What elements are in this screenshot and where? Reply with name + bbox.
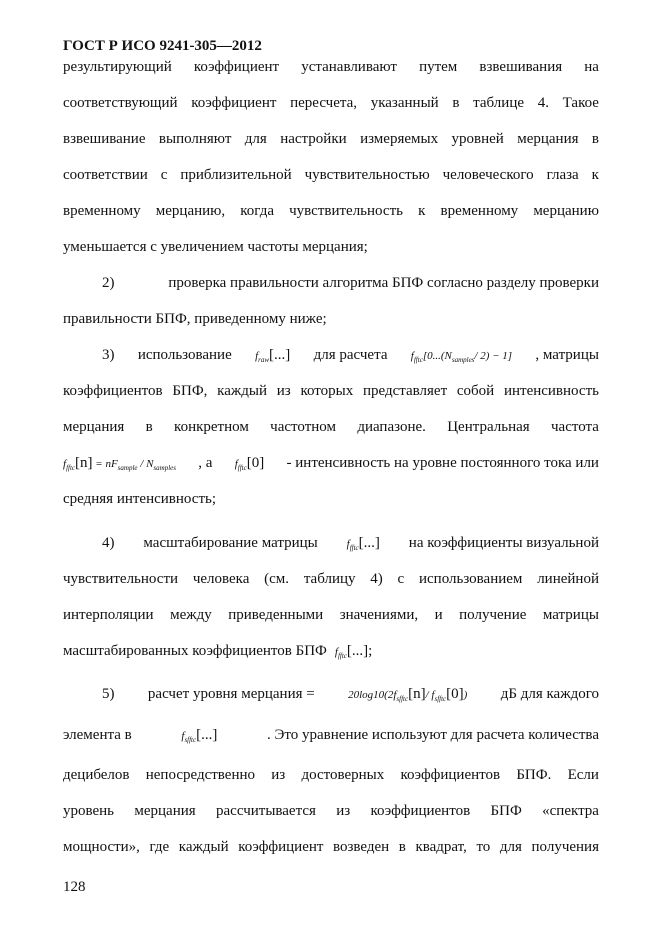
text-word: использование (137, 347, 232, 363)
text-word: БПФ. (516, 767, 552, 783)
text-word: уровень (63, 803, 115, 819)
text-word: которых (300, 383, 354, 399)
text-word: значениями, (339, 607, 419, 623)
text-word: между (170, 607, 212, 623)
text-word: приведенными (228, 607, 324, 623)
text-word: где (149, 839, 170, 855)
formula-sfftc: $f_{fftc}[...]$; (334, 643, 373, 661)
text-word: настройки (280, 131, 347, 147)
text-line (63, 839, 599, 856)
text-word: с (397, 571, 405, 587)
text-word: интерполяции (63, 607, 154, 623)
text-line (63, 643, 599, 660)
text-word: измеряемых (360, 131, 439, 147)
text-word: масштабированных коэффициентов БПФ (63, 643, 327, 659)
text-word: БПФ (490, 803, 522, 819)
text-word: получение (459, 607, 527, 623)
text-word: коэффициент (193, 59, 280, 75)
text-word: расчет уровня мерцания = (147, 686, 315, 702)
text-line (63, 455, 599, 472)
text-word: представляет (362, 383, 448, 399)
text-word: коэффициент (191, 95, 277, 111)
text-word: в (398, 839, 406, 855)
text-word: коэффициентов (63, 383, 163, 399)
text-word: использованием (418, 571, 523, 587)
text-line (63, 167, 599, 184)
text-line (63, 95, 599, 112)
list-item-5 (102, 686, 599, 703)
text-word: Центральная (447, 419, 530, 435)
text-word: . Это уравнение используют для расчета количества (267, 727, 599, 743)
text-word: и (434, 607, 443, 623)
text-word: собой (456, 383, 495, 399)
text-word: указанный (370, 95, 439, 111)
text-word: взвешивания (479, 59, 563, 75)
text-word: в (452, 95, 460, 111)
text-word: чувствительностью (304, 167, 430, 183)
text-word: для (244, 131, 267, 147)
text-line: уменьшается с увеличением частоты мерцания; (63, 239, 368, 255)
text-word: мерцания (517, 131, 579, 147)
text-word: коэффициент (238, 839, 324, 855)
text-word: коэффициентов (370, 803, 471, 819)
text-word: взвешивание (63, 131, 146, 147)
text-word: интенсивность (503, 383, 599, 399)
text-word: диапазоне. (357, 419, 426, 435)
text-word: чувствительность (289, 203, 403, 219)
text-word: мощности», (63, 839, 140, 855)
text-line (63, 419, 599, 436)
text-word: для (499, 839, 522, 855)
text-word: , а (198, 455, 213, 471)
text-word: выполняют (158, 131, 232, 147)
text-word: квадрат, (415, 839, 467, 855)
formula-sfftc-matrix: $f_{sfftc}[...]$ (181, 727, 218, 745)
text-word: децибелов (63, 767, 130, 783)
text-word: 4) (370, 571, 383, 587)
text-word: человеческого (442, 167, 534, 183)
text-word: таблице (473, 95, 525, 111)
text-word: - интенсивность на уровне постоянного тока или (286, 455, 599, 471)
text-word: Если (567, 767, 599, 783)
text-word: коэффициентов (400, 767, 501, 783)
text-word: из (336, 803, 351, 819)
formula-f-raw: $f_{raw}[...]$ (255, 347, 291, 365)
text-word: элемента в (63, 727, 132, 743)
item-number: 2) (102, 275, 115, 291)
text-word: масштабирование матрицы (143, 535, 318, 551)
text-word: глаза (546, 167, 579, 183)
list-item-3 (102, 347, 599, 364)
text-line (63, 727, 599, 744)
text-word: мерцания (134, 803, 196, 819)
text-word: «спектра (542, 803, 599, 819)
text-word: мерцанию, (155, 203, 226, 219)
text-word: временному (440, 203, 519, 219)
text-word: в (145, 419, 153, 435)
text-word: к (591, 167, 599, 183)
formula-center-frequency: $f_{fftc}[n] = nF_{sample} / N_{samples}$ (63, 455, 176, 473)
text-word: к (418, 203, 426, 219)
text-word: приблизительной (180, 167, 292, 183)
text-word: таблицу (303, 571, 356, 587)
text-word: , матрицы (535, 347, 599, 363)
text-word: конкретном (174, 419, 249, 435)
text-word: устанавливают (301, 59, 397, 75)
page-number: 128 (63, 879, 86, 895)
text-word: возведен (333, 839, 390, 855)
text-line (63, 571, 599, 588)
text-word: чувствительности (63, 571, 179, 587)
text-word: достоверных (301, 767, 385, 783)
text-line (63, 383, 599, 400)
text-word: (см. (264, 571, 290, 587)
text-word: дБ для каждого (500, 686, 599, 702)
text-word: с (160, 167, 168, 183)
text-word: путем (419, 59, 458, 75)
text-word: Такое (562, 95, 599, 111)
text-word: то (476, 839, 491, 855)
text-word: уровней (451, 131, 504, 147)
text-line (63, 59, 599, 76)
text-word: каждый (178, 839, 229, 855)
text-word: соответствии (63, 167, 148, 183)
text-word: на (584, 59, 599, 75)
text-word: получения (531, 839, 599, 855)
text-word: в (591, 131, 599, 147)
text-word: БПФ, (172, 383, 208, 399)
text-word: из (271, 767, 286, 783)
text-word: человека (192, 571, 250, 587)
text-word: для расчета (313, 347, 388, 363)
text-word: непосредственно (145, 767, 256, 783)
text-line: проверка правильности алгоритма БПФ согласно разделу проверки (168, 275, 599, 291)
formula-fftc: $f_{fftc}[...]$ (346, 535, 380, 553)
text-word: матрицы (542, 607, 599, 623)
formula-flicker-db: $20\log 10(2f_{sfftc}[n]/$ $f_{sfftc}[0]$) (348, 686, 468, 704)
text-word: когда (240, 203, 274, 219)
item-number: 4) (102, 535, 115, 551)
text-line (63, 131, 599, 148)
item-number: 5) (102, 686, 115, 702)
text-word: на коэффициенты визуальной (408, 535, 599, 551)
text-word: мерцания (63, 419, 125, 435)
formula-dc-term: $f_{fftc}[0]$ (234, 455, 265, 473)
text-word: из (276, 383, 291, 399)
document-header: ГОСТ Р ИСО 9241-305—2012 (63, 38, 262, 54)
list-item-4 (102, 535, 599, 552)
text-line (63, 767, 599, 784)
text-word: пересчета, (290, 95, 358, 111)
text-word: частотном (270, 419, 336, 435)
text-line (63, 803, 599, 820)
text-line (63, 607, 599, 624)
text-word: частота (551, 419, 599, 435)
text-word: соответствующий (63, 95, 178, 111)
item-number: 3) (102, 347, 115, 363)
text-word: мерцанию (533, 203, 599, 219)
text-word: временному (63, 203, 141, 219)
text-word: результирующий (63, 59, 172, 75)
text-word: линейной (537, 571, 599, 587)
list-item-2 (102, 275, 599, 292)
formula-fftc-range: $f_{fftc}[0...(N_{samples}/$ 2) − 1] (410, 350, 513, 365)
text-line (63, 203, 599, 220)
text-word: 4. (537, 95, 549, 111)
text-line: средняя интенсивность; (63, 491, 217, 507)
text-word: каждый (217, 383, 267, 399)
text-line: правильности БПФ, приведенному ниже; (63, 311, 327, 327)
text-word: рассчитывается (216, 803, 316, 819)
